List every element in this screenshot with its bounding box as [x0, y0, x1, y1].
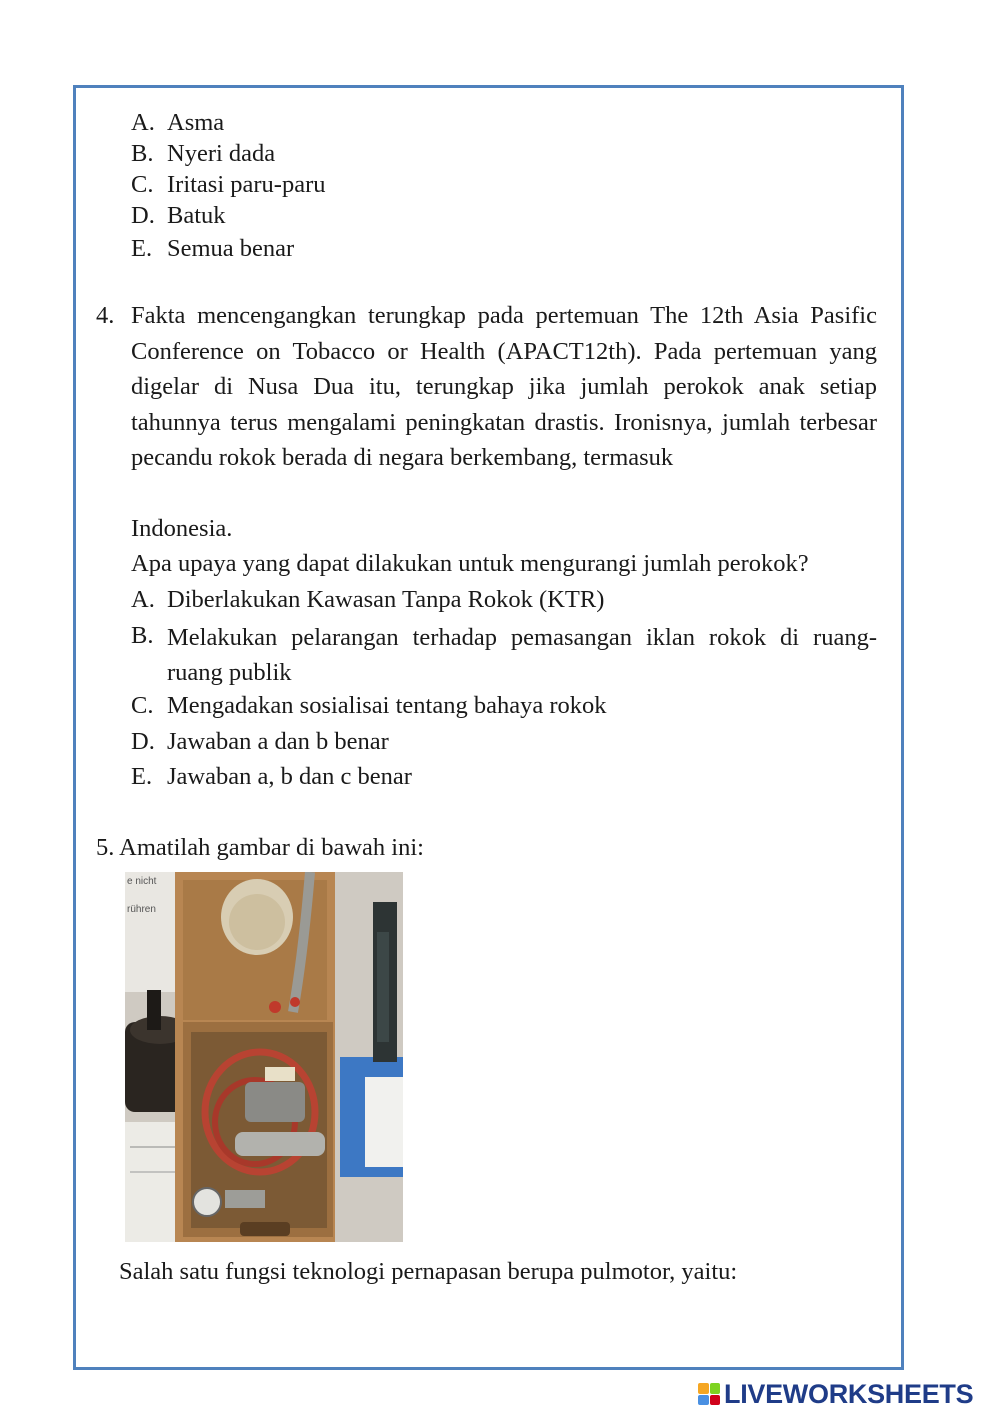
logo-mark-icon — [698, 1383, 720, 1405]
option-text: Iritasi paru-paru — [167, 171, 326, 198]
option-text: Asma — [167, 109, 225, 136]
option-text: Jawaban a dan b benar — [167, 728, 389, 755]
q5-statement: Salah satu fungsi teknologi pernapasan berupa pulmotor, yaitu: — [119, 1258, 738, 1285]
option-letter: E. — [131, 763, 153, 790]
q4-number: 4. — [96, 302, 115, 329]
option-letter: D. — [131, 728, 155, 755]
pulmotor-illustration — [125, 872, 403, 1242]
logo-text: LIVEWORKSHEETS — [724, 1378, 974, 1409]
q3-option-e[interactable] — [131, 233, 531, 264]
option-text: Batuk — [167, 202, 226, 229]
q4-option-a[interactable] — [131, 584, 877, 615]
option-letter: C. — [131, 171, 154, 198]
option-text: Jawaban a, b dan c benar — [167, 763, 412, 790]
option-letter: B. — [131, 622, 154, 649]
option-letter: A. — [131, 586, 155, 613]
option-text: Nyeri dada — [167, 140, 276, 167]
option-text: Semua benar — [167, 235, 295, 262]
q3-option-d[interactable] — [131, 200, 531, 231]
option-text: Mengadakan sosialisai tentang bahaya rokok — [167, 692, 607, 719]
photo-label-1: e nicht — [127, 876, 157, 887]
option-letter: A. — [131, 109, 155, 136]
q3-option-b[interactable] — [131, 138, 531, 169]
q4-paragraph-end: Indonesia. — [131, 515, 233, 542]
option-letter: C. — [131, 692, 154, 719]
liveworksheets-logo[interactable] — [698, 1378, 973, 1410]
q4-option-c[interactable] — [131, 690, 877, 721]
option-letter: D. — [131, 202, 155, 229]
option-letter: B. — [131, 140, 154, 167]
option-text: Melakukan pelarangan terhadap pemasangan iklan rokok di ruang-ruang publik — [167, 624, 877, 686]
q3-option-a[interactable] — [131, 107, 531, 138]
option-text: Diberlakukan Kawasan Tanpa Rokok (KTR) — [167, 586, 605, 613]
photo-label-2: rühren — [127, 904, 156, 915]
q3-option-c[interactable] — [131, 169, 531, 200]
pulmotor-photo — [125, 872, 403, 1242]
q4-question: Apa upaya yang dapat dilakukan untuk mengurangi jumlah perokok? — [131, 550, 809, 577]
q4-option-d[interactable] — [131, 726, 877, 757]
q4-paragraph: Fakta mencengangkan terungkap pada pertemuan The 12th Asia Pasific Conference on Tobacco or Health (APACT12th). Pada pertemuan yang digelar di Nusa Dua itu, terungkap jika jumlah perokok anak setiap tahunnya terus mengalami peningkatan drastis. Ironisnya, jumlah terbesar pecandu rokok berada di negara berkembang, termasuk — [131, 302, 877, 472]
q5-prompt: 5. Amatilah gambar di bawah ini: — [96, 834, 424, 861]
q4-option-e[interactable] — [131, 761, 877, 792]
option-letter: E. — [131, 235, 153, 262]
q4-option-b[interactable] — [131, 620, 877, 686]
